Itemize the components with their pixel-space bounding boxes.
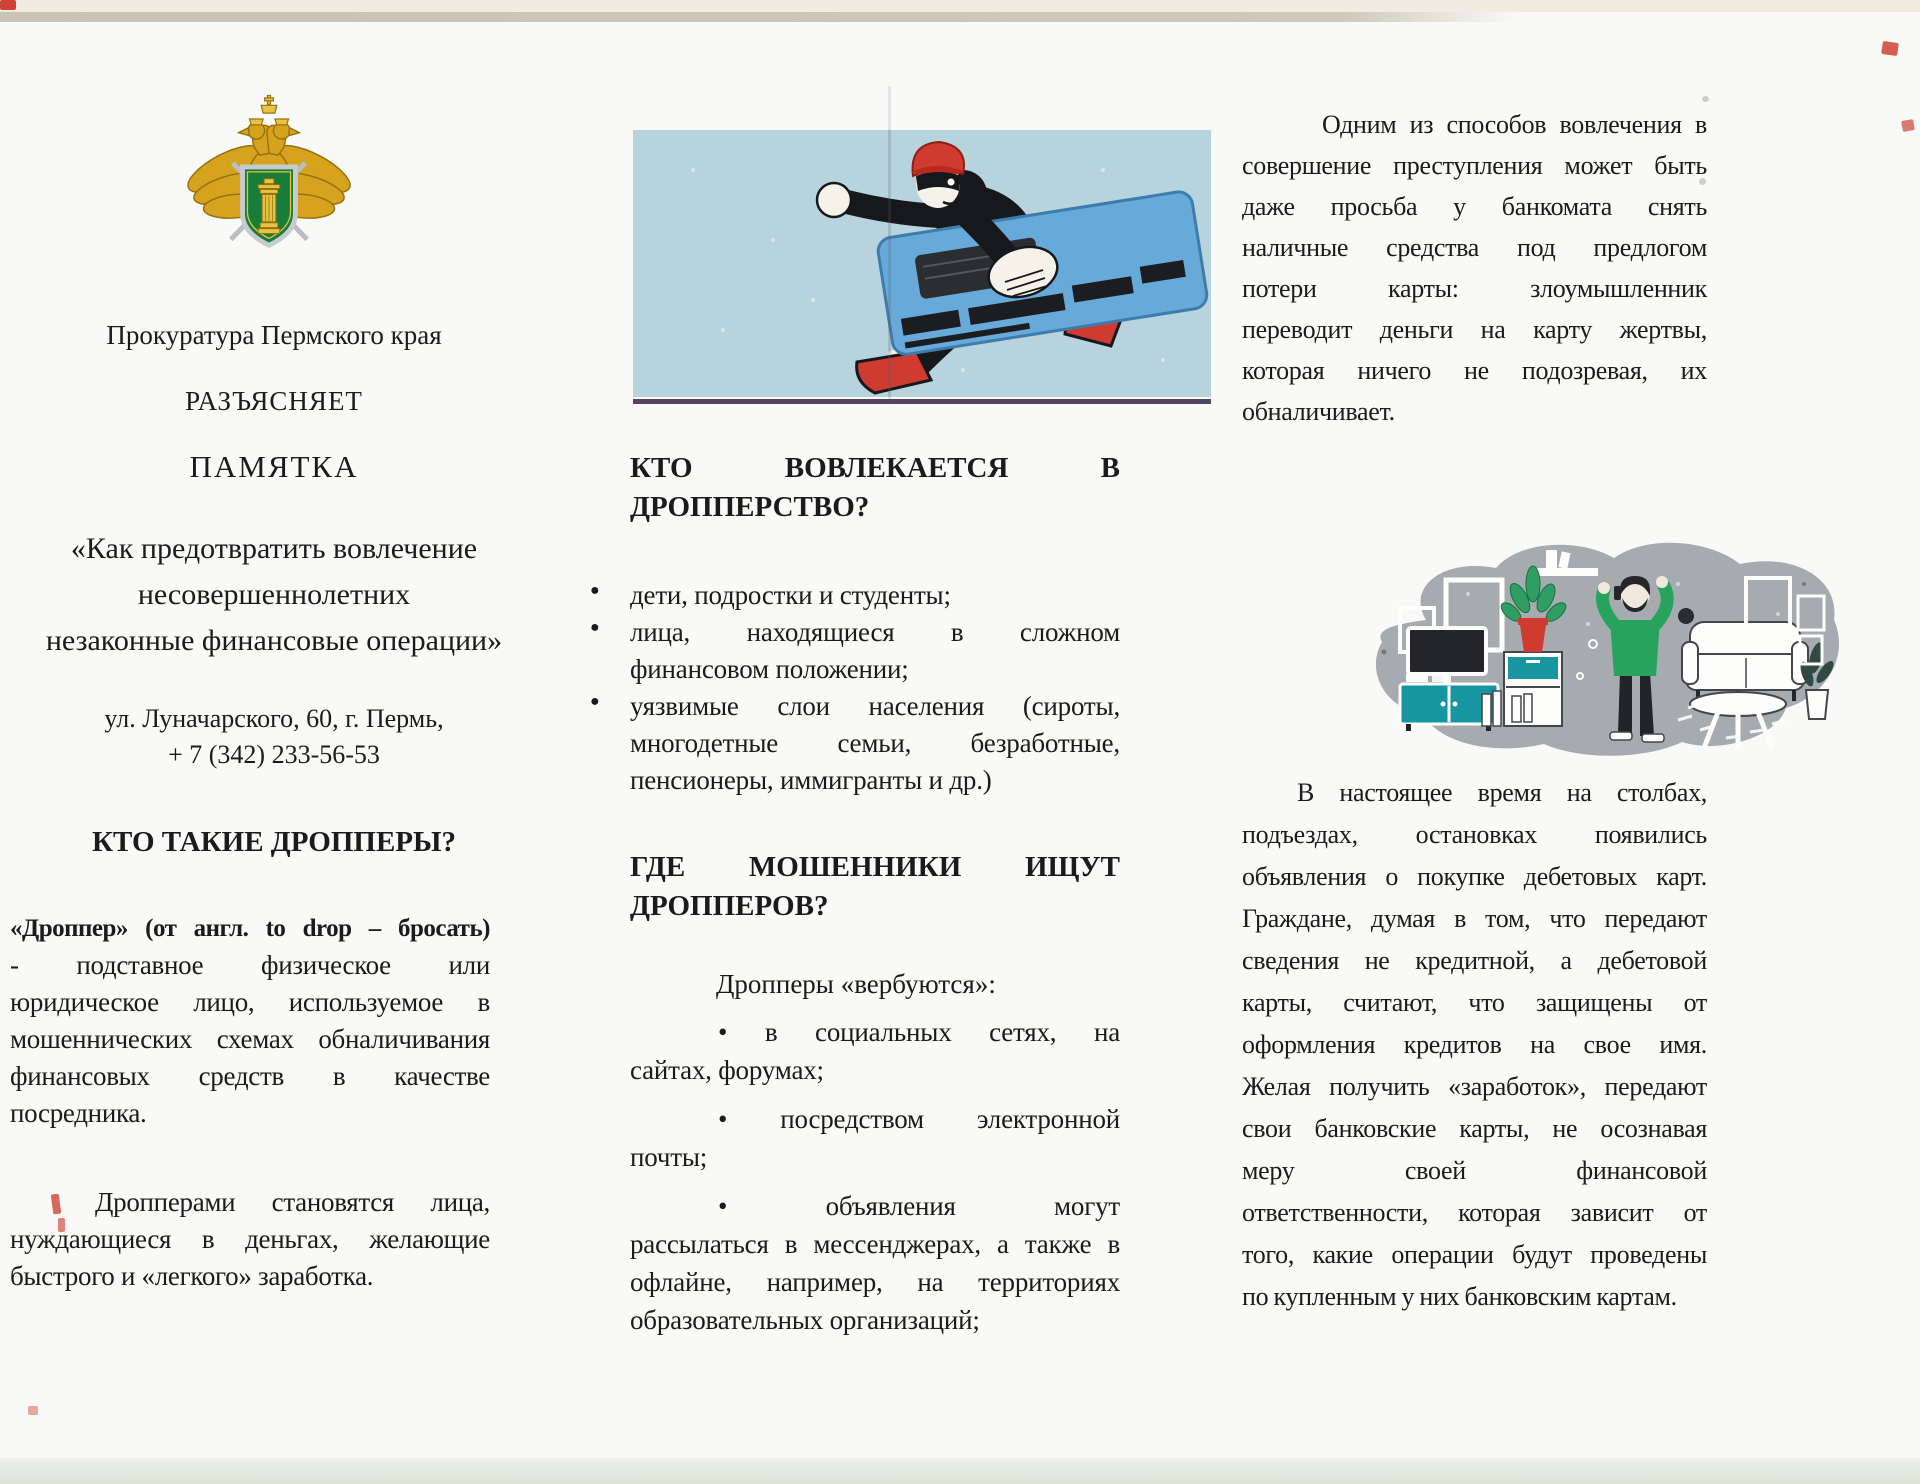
address-phone	[0, 701, 548, 773]
text-line: совершение преступления может быть	[1242, 151, 1707, 180]
who-bullet-list	[630, 577, 1120, 799]
text-line: сайтах, форумах;	[630, 1055, 824, 1085]
text-line: офлайне, например, на территориях	[630, 1267, 1120, 1297]
text-line: ДРОППЕРОВ?	[630, 890, 829, 922]
text-line: объявления о покупке дебетовых карт.	[1242, 862, 1707, 891]
red-pen-mark	[28, 1406, 38, 1415]
bullet-item	[630, 1013, 1120, 1089]
red-pen-mark	[1901, 119, 1915, 132]
text-line: КТО ВОВЛЕКАЕТСЯ В	[630, 452, 1120, 484]
text-line: + 7 (342) 233-56-53	[168, 740, 380, 769]
text-line: которая ничего не подозревая, их	[1242, 356, 1707, 385]
text-line: потери карты: злоумышленник	[1242, 274, 1707, 303]
heading-who-gets-involved	[630, 449, 1120, 527]
text-line: подъездах, остановках появились	[1242, 820, 1707, 849]
recruit-intro: Дропперы «вербуются»:	[716, 969, 996, 999]
bullet-item	[630, 688, 1120, 799]
text-line: оформления кредитов на свое имя.	[1242, 1030, 1707, 1059]
heading-where-fraudsters-look	[630, 848, 1120, 926]
text-line: ● лица, находящиеся в сложном	[630, 617, 1120, 647]
text-line: ГДЕ МОШЕННИКИ ИЩУТ	[630, 851, 1120, 883]
text-line: быстрого и «легкого» заработка.	[10, 1261, 374, 1291]
text-line: меру своей финансовой	[1242, 1156, 1707, 1185]
text-line: ул. Луначарского, 60, г. Пермь,	[104, 704, 444, 733]
heading-who-are-droppers: КТО ТАКИЕ ДРОППЕРЫ?	[91, 826, 456, 858]
text-line: наличные средства под предлогом	[1242, 233, 1707, 262]
text-line: • объявления могут	[718, 1191, 1120, 1221]
text-line: Граждане, думая в том, что передают	[1242, 904, 1707, 933]
bullet-item	[630, 1187, 1120, 1339]
red-pen-mark	[1881, 41, 1899, 56]
debit-card-ads-paragraph	[1242, 772, 1707, 1318]
explains-label: РАЗЪЯСНЯЕТ	[185, 386, 363, 416]
memo-label: ПАМЯТКА	[189, 449, 359, 484]
text-line: мошеннических схемах обналичивания	[10, 1024, 490, 1054]
text-line: карты, считают, что защищены от	[1242, 988, 1707, 1017]
org-name: Прокуратура Пермского края	[106, 320, 442, 350]
brochure-title	[0, 526, 562, 664]
text-line: ● уязвимые слои населения (сироты,	[630, 691, 1120, 721]
text-line: • в социальных сетях, на	[718, 1017, 1120, 1047]
text-line: финансовых средств в качестве	[10, 1061, 490, 1091]
text-line: того, какие операции будут проведены	[1242, 1240, 1707, 1269]
fold-crease	[888, 86, 891, 402]
thief-with-bank-card-illustration	[633, 130, 1211, 397]
text-line: ● дети, подростки и студенты;	[630, 580, 951, 610]
text-line: В настоящее время на столбах,	[1297, 778, 1707, 807]
droppers-become-paragraph	[10, 1184, 490, 1295]
text-line: Желая получить «заработок», передают	[1242, 1072, 1707, 1101]
page-bottom-edge	[0, 1458, 1920, 1484]
prosecutor-emblem-icon	[176, 92, 362, 284]
dropper-definition	[10, 910, 490, 1132]
text-line: ДРОППЕРСТВО?	[630, 491, 870, 523]
text-line: • посредством электронной	[718, 1104, 1120, 1134]
red-pen-mark	[0, 0, 16, 10]
text-line: обналичивает.	[1242, 397, 1395, 426]
text-line: несовершеннолетних	[137, 578, 411, 611]
text-line: свои банковские карты, не осознавая	[1242, 1114, 1707, 1143]
text-line: рассылаться в мессенджерах, а также в	[630, 1229, 1120, 1259]
text-line: - подставное физическое или	[10, 950, 490, 980]
text-line: пенсионеры, иммигранты и др.)	[630, 765, 992, 795]
text-line: юридическое лицо, используемое в	[10, 987, 490, 1017]
bullet-item	[630, 1100, 1120, 1176]
bullet-item	[630, 577, 1120, 614]
atm-scheme-paragraph	[1242, 104, 1707, 432]
text-line: «Как предотвратить вовлечение	[70, 532, 478, 565]
text-line: Дропперами становятся лица,	[95, 1187, 490, 1217]
text-line: по купленным у них банковским картам.	[1242, 1282, 1677, 1311]
text-line: почты;	[630, 1142, 708, 1172]
text-line: финансовом положении;	[630, 654, 909, 684]
text-line: даже просьба у банкомата снять	[1242, 192, 1707, 221]
text-line: Одним из способов вовлечения в	[1322, 110, 1707, 139]
text-line: ответственности, которая зависит от	[1242, 1198, 1707, 1227]
page-top-edge-line	[0, 12, 1920, 22]
where-bullet-list	[630, 1013, 1120, 1339]
bullet-item	[630, 614, 1120, 688]
image-underline-rule	[633, 399, 1211, 404]
text-line: нуждающиеся в деньгах, желающие	[10, 1224, 490, 1254]
text-line: «Дроппер» (от англ. to drop – бросать)	[10, 915, 490, 942]
text-line: сведения не кредитной, а дебетовой	[1242, 946, 1707, 975]
text-line: посредника.	[10, 1098, 147, 1128]
text-line: незаконные финансовые операции»	[45, 624, 503, 657]
text-line: образовательных организаций;	[630, 1305, 980, 1335]
scan-speck	[1702, 96, 1709, 102]
page-top-edge	[0, 0, 1920, 12]
living-room-phone-illustration	[1348, 524, 1853, 762]
text-line: многодетные семьи, безработные,	[630, 728, 1120, 758]
text-line: переводит деньги на карту жертвы,	[1242, 315, 1707, 344]
